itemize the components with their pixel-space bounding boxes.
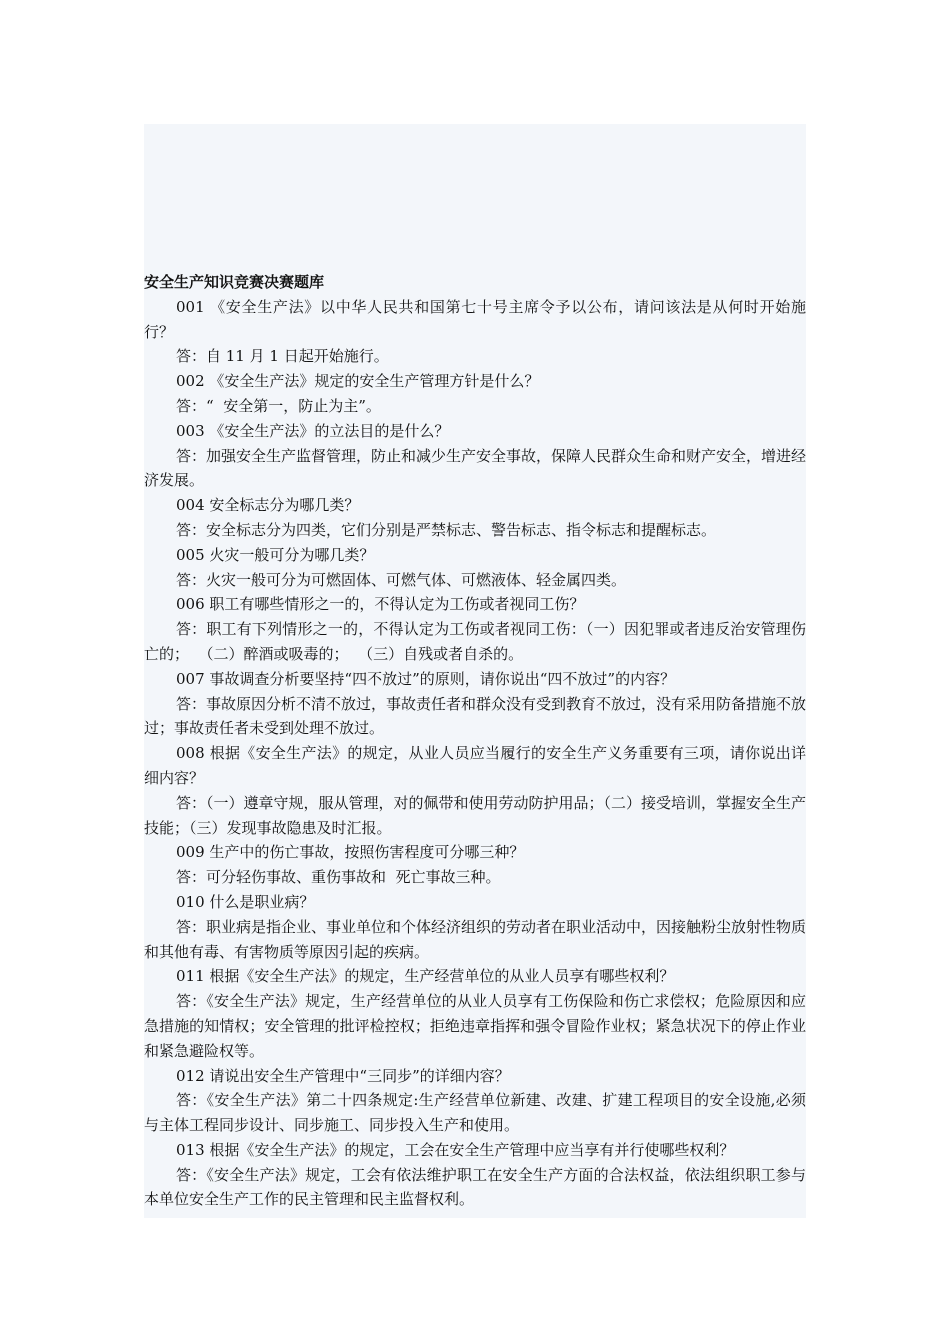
paragraph: 010 什么是职业病？ — [176, 892, 315, 911]
paragraph: 答：事故原因分析不清不放过，事故责任者和群众没有受到教育不放过，没有采用防备措施不放过；事故责任者未受到处理不放过。 — [144, 694, 807, 738]
paragraph: 答：《安全生产法》规定，生产经营单位的从业人员享有工伤保险和伤亡求偿权；危险原因和应急措施的知情权；安全管理的批评检控权；拒绝违章指挥和强令冒险作业权；紧急状况下的停止作业和紧急避险权等。 — [144, 992, 806, 1060]
paragraph: 答：自 11 月 1 日起开始施行。 — [176, 347, 389, 366]
paragraph: 007 事故调查分析要坚持“四不放过”的原则，请你说出“四不放过”的内容？ — [176, 669, 676, 688]
paragraph: 005 火灾一般可分为哪几类？ — [176, 545, 375, 564]
paragraph: 012 请说出安全生产管理中“三同步”的详细内容？ — [176, 1066, 510, 1085]
paragraph: 011 根据《安全生产法》的规定，生产经营单位的从业人员享有哪些权利？ — [176, 967, 675, 986]
paragraph: 答：“ 安全第一，防止为主”。 — [176, 396, 381, 415]
paragraph: 答：火灾一般可分为可燃固体、可燃气体、可燃液体、轻金属四类。 — [176, 570, 627, 589]
paragraph: 答：加强安全生产监督管理，防止和减少生产安全事故，保障人民群众生命和财产安全，增进经济发展。 — [144, 446, 807, 490]
paragraph: 答：可分轻伤事故、重伤事故和 死亡事故三种。 — [176, 868, 501, 887]
paragraph: 001 《安全生产法》以中华人民共和国第七十号主席令予以公布，请问该法是从何时开始施行？ — [144, 297, 806, 341]
paragraph: 002 《安全生产法》规定的安全生产管理方针是什么？ — [176, 372, 540, 391]
document-title: 安全生产知识竞赛决赛题库 — [144, 273, 325, 291]
document-body — [144, 270, 806, 1212]
paragraph: 008 根据《安全生产法》的规定，从业人员应当履行的安全生产义务重要有三项，请你说出详细内容？ — [144, 744, 806, 787]
paragraph: 答：安全标志分为四类，它们分别是严禁标志、警告标志、指令标志和提醒标志。 — [176, 520, 717, 539]
paragraph: 答：职工有下列情形之一的，不得认定为工伤或者视同工伤：（一）因犯罪或者违反治安管理伤亡的； （二）醉酒或吸毒的； （三）自残或者自杀的。 — [144, 620, 806, 663]
paragraph: 009 生产中的伤亡事故，按照伤害程度可分哪三种？ — [176, 843, 525, 862]
paragraph: 004 安全标志分为哪几类？ — [176, 496, 360, 515]
paragraph: 答：（一）遵章守规，服从管理，对的佩带和使用劳动防护用品；（二）接受培训，掌握安全生产技能；（三）发现事故隐患及时汇报。 — [144, 793, 807, 837]
paragraph: 006 职工有哪些情形之一的，不得认定为工伤或者视同工伤？ — [176, 595, 585, 614]
paragraph: 013 根据《安全生产法》的规定，工会在安全生产管理中应当享有并行使哪些权利？ — [176, 1140, 735, 1159]
paragraph: 003 《安全生产法》的立法目的是什么？ — [176, 421, 450, 440]
paragraph: 答：《安全生产法》规定，工会有依法维护职工在安全生产方面的合法权益，依法组织职工参与本单位安全生产工作的民主管理和民主监督权利。 — [144, 1165, 806, 1209]
paragraph: 答：职业病是指企业、事业单位和个体经济组织的劳动者在职业活动中，因接触粉尘放射性物质和其他有毒、有害物质等原因引起的疾病。 — [144, 917, 807, 961]
paragraph: 答：《安全生产法》第二十四条规定:生产经营单位新建、改建、扩建工程项目的安全设施,必须与主体工程同步设计、同步施工、同步投入生产和使用。 — [144, 1091, 806, 1135]
